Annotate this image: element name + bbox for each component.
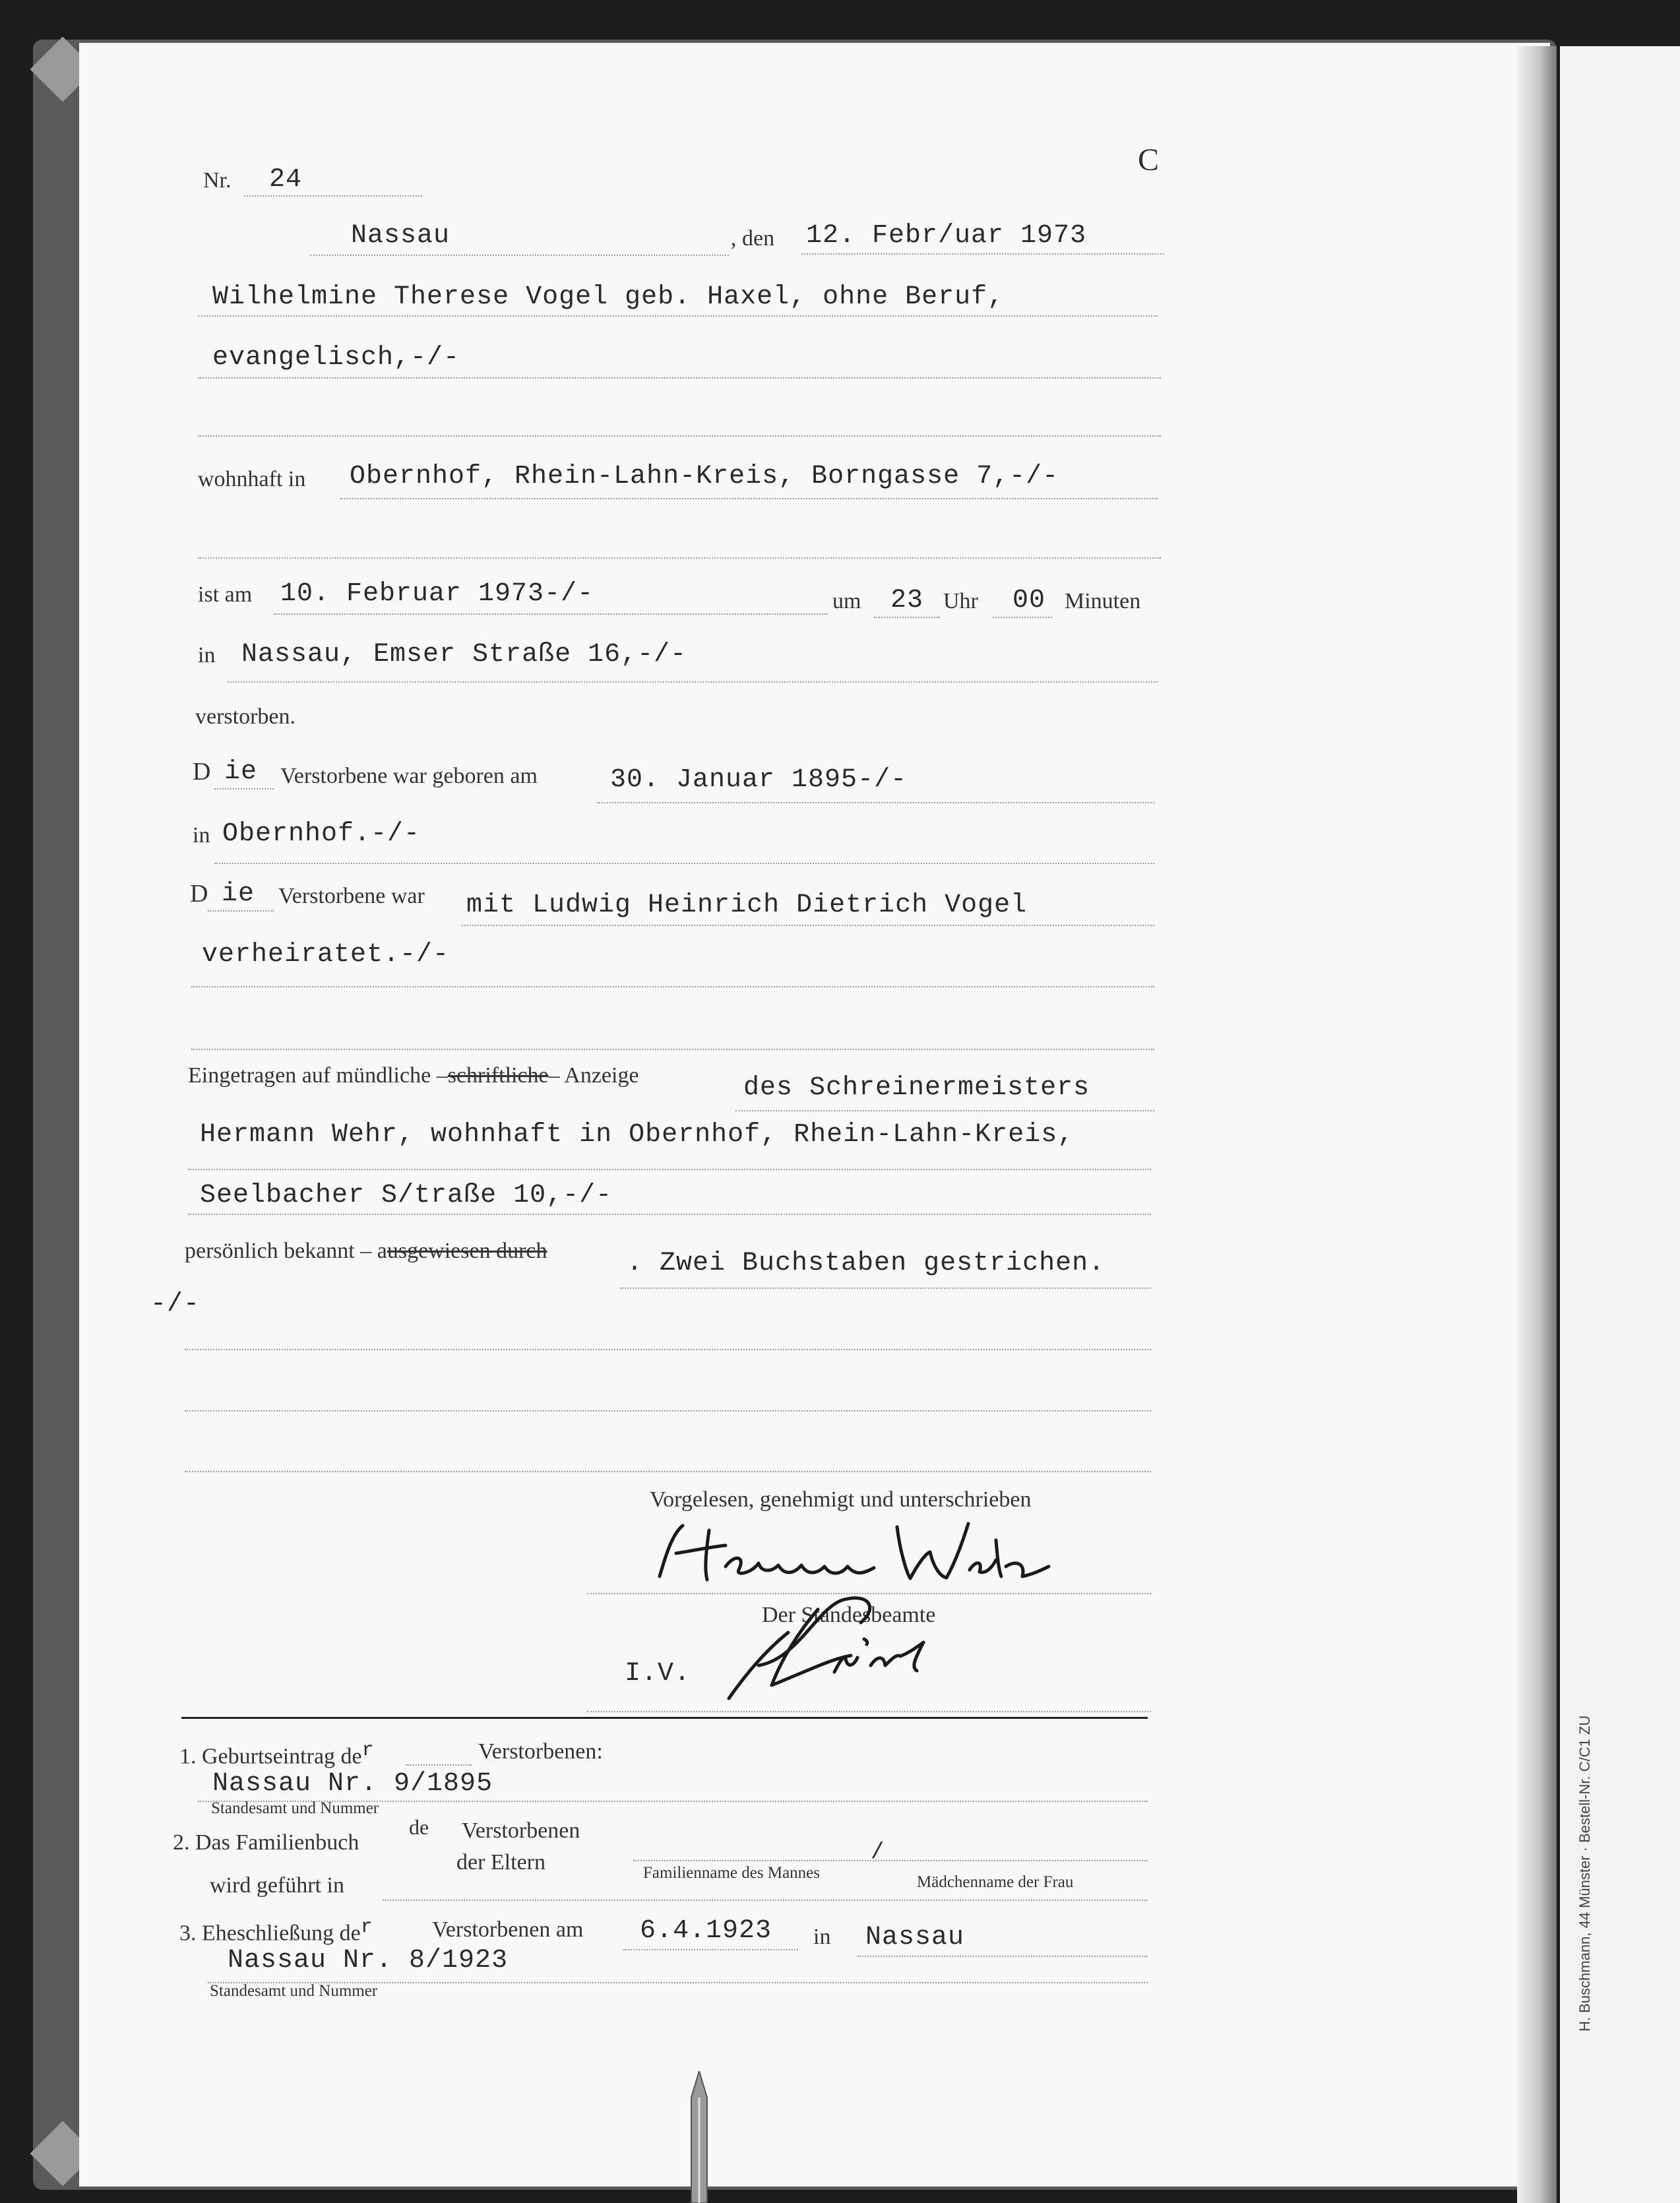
footnote-3-sup: r bbox=[360, 1916, 373, 1939]
correction-note: . Zwei Buchstaben gestrichen. bbox=[627, 1249, 1105, 1278]
footnote-1-label bbox=[179, 1739, 375, 1769]
informant-signature bbox=[646, 1514, 1055, 1593]
footnote-3-label-a: 3. Eheschließung de bbox=[179, 1921, 361, 1946]
report-label-a: Eingetragen auf mündliche – bbox=[188, 1063, 448, 1088]
informant-address: Seelbacher S/traße 10,-/- bbox=[200, 1181, 613, 1210]
rule bbox=[185, 1410, 1151, 1412]
spouse-name: mit Ludwig Heinrich Dietrich Vogel bbox=[466, 890, 1028, 920]
verstorben-label: verstorben. bbox=[195, 704, 296, 729]
printer-imprint: H. Buschmann, 44 Münster · Bestell-Nr. C/C1 ZU bbox=[1576, 1715, 1593, 2032]
rule bbox=[383, 1900, 1148, 1901]
birth-place: Obernhof.-/- bbox=[222, 819, 421, 849]
footnote-2-label-b: Verstorbenen bbox=[462, 1818, 580, 1843]
registry-place: Nassau bbox=[351, 221, 451, 251]
rule bbox=[228, 681, 1158, 683]
death-minutes: 00 bbox=[1012, 586, 1046, 615]
identity-label-struck: usgewiesen durch bbox=[387, 1239, 547, 1263]
minuten-label: Minuten bbox=[1065, 589, 1141, 613]
death-hour: 23 bbox=[890, 586, 924, 615]
book-fold bbox=[1517, 46, 1557, 2203]
residence-value: Obernhof, Rhein-Lahn-Kreis, Borngasse 7,-/- bbox=[350, 462, 1059, 491]
birth-d-label: D bbox=[193, 758, 211, 786]
birth-date: 30. Januar 1895-/- bbox=[610, 765, 908, 795]
rule bbox=[188, 1169, 1151, 1170]
rule bbox=[191, 986, 1154, 987]
residence-label: wohnhaft in bbox=[198, 467, 306, 491]
footnote-3-caption: Standesamt und Nummer bbox=[210, 1982, 378, 2000]
registrar-title: Der Standesbeamte bbox=[762, 1603, 936, 1627]
report-label-struck: schriftliche bbox=[447, 1063, 549, 1088]
footnote-2-label: 2. Das Familienbuch bbox=[173, 1830, 359, 1855]
rule bbox=[198, 315, 1158, 317]
rule bbox=[462, 925, 1154, 926]
rule bbox=[214, 863, 1154, 864]
marriage-label: Verstorbene war bbox=[278, 884, 425, 908]
marriage-place: Nassau bbox=[865, 1923, 965, 1952]
footnote-2-caption-a: Familienname des Mannes bbox=[643, 1864, 820, 1882]
uhr-label: Uhr bbox=[943, 589, 978, 613]
marriage-d-label: D bbox=[190, 880, 208, 908]
rule bbox=[191, 1049, 1154, 1050]
death-date-label: ist am bbox=[198, 582, 253, 607]
identity-label bbox=[185, 1239, 547, 1264]
death-place-label: in bbox=[198, 643, 216, 667]
birth-label: Verstorbene war geboren am bbox=[280, 764, 538, 788]
footnote-1-sup: r bbox=[361, 1739, 375, 1762]
rule bbox=[198, 435, 1161, 437]
marriage-register-ref: Nassau Nr. 8/1923 bbox=[228, 1946, 509, 1975]
footnote-2-label-c: der Eltern bbox=[456, 1850, 545, 1875]
rule bbox=[310, 255, 729, 256]
informant-title: des Schreinermeisters bbox=[743, 1073, 1090, 1103]
record-number: 24 bbox=[269, 165, 303, 195]
rule bbox=[244, 195, 422, 197]
nr-label: Nr. bbox=[203, 168, 232, 193]
footnote-1-label-a: 1. Geburtseintrag de bbox=[179, 1744, 362, 1769]
footnote-2-label-d: wird geführt in bbox=[210, 1873, 344, 1898]
closing-mark: -/- bbox=[150, 1289, 201, 1319]
date-label: , den bbox=[731, 226, 775, 251]
rule bbox=[735, 1110, 1154, 1111]
rule bbox=[274, 613, 828, 615]
registry-date: 12. Febr/uar 1973 bbox=[806, 221, 1087, 251]
marriage-date: 6.4.1923 bbox=[640, 1916, 772, 1946]
birth-place-label: in bbox=[193, 823, 210, 848]
rule bbox=[340, 498, 1158, 499]
rule bbox=[620, 1288, 1151, 1289]
rule bbox=[198, 377, 1161, 379]
deceased-religion: evangelisch,-/- bbox=[212, 343, 460, 373]
marriage-article: ie bbox=[222, 879, 255, 909]
footnote-2-slash: / bbox=[871, 1840, 885, 1865]
rule bbox=[406, 1764, 472, 1766]
footnote-1-caption: Standesamt und Nummer bbox=[211, 1799, 379, 1817]
footnote-2-caption-b: Mädchenname der Frau bbox=[917, 1873, 1074, 1891]
birth-article: ie bbox=[224, 757, 258, 787]
pen-tip-icon bbox=[686, 2071, 712, 2203]
iv-label: I.V. bbox=[625, 1659, 691, 1689]
informant-name: Hermann Wehr, wohnhaft in Obernhof, Rhein-Lahn-Kreis, bbox=[200, 1120, 1074, 1150]
rule bbox=[993, 617, 1052, 618]
rule bbox=[597, 802, 1154, 803]
um-label: um bbox=[832, 589, 861, 613]
corner-letter: C bbox=[1138, 142, 1160, 177]
identity-label-a: persönlich bekannt – a bbox=[185, 1239, 387, 1263]
rule bbox=[208, 910, 274, 912]
rule bbox=[185, 1349, 1151, 1350]
rule bbox=[801, 253, 1164, 255]
footnote-2-sup: de bbox=[409, 1815, 429, 1839]
rule bbox=[214, 788, 274, 790]
rule bbox=[874, 617, 940, 618]
report-label-b: – Anzeige bbox=[548, 1063, 639, 1088]
rule bbox=[185, 1471, 1151, 1472]
rule bbox=[188, 1214, 1151, 1215]
deceased-name: Wilhelmine Therese Vogel geb. Haxel, ohne Beruf, bbox=[212, 282, 1005, 312]
report-label bbox=[188, 1063, 639, 1088]
footnote-3-in: in bbox=[813, 1925, 831, 1949]
rule bbox=[198, 557, 1161, 559]
rule bbox=[857, 1956, 1148, 1957]
registrar-signature bbox=[719, 1593, 943, 1705]
footnote-3-label bbox=[179, 1916, 373, 1946]
death-date: 10. Februar 1973-/- bbox=[280, 579, 594, 609]
death-place: Nassau, Emser Straße 16,-/- bbox=[241, 640, 687, 669]
birth-register-ref: Nassau Nr. 9/1895 bbox=[212, 1769, 493, 1799]
footnote-1-label-b: Verstorbenen: bbox=[478, 1739, 603, 1764]
marital-status: verheiratet.-/- bbox=[202, 940, 450, 970]
rule bbox=[623, 1949, 798, 1950]
rule bbox=[587, 1711, 1151, 1712]
footnote-divider bbox=[181, 1717, 1148, 1719]
rule bbox=[633, 1860, 1148, 1861]
approval-text: Vorgelesen, genehmigt und unterschrieben bbox=[650, 1487, 1032, 1512]
footnote-3-label-b: Verstorbenen am bbox=[432, 1917, 584, 1942]
